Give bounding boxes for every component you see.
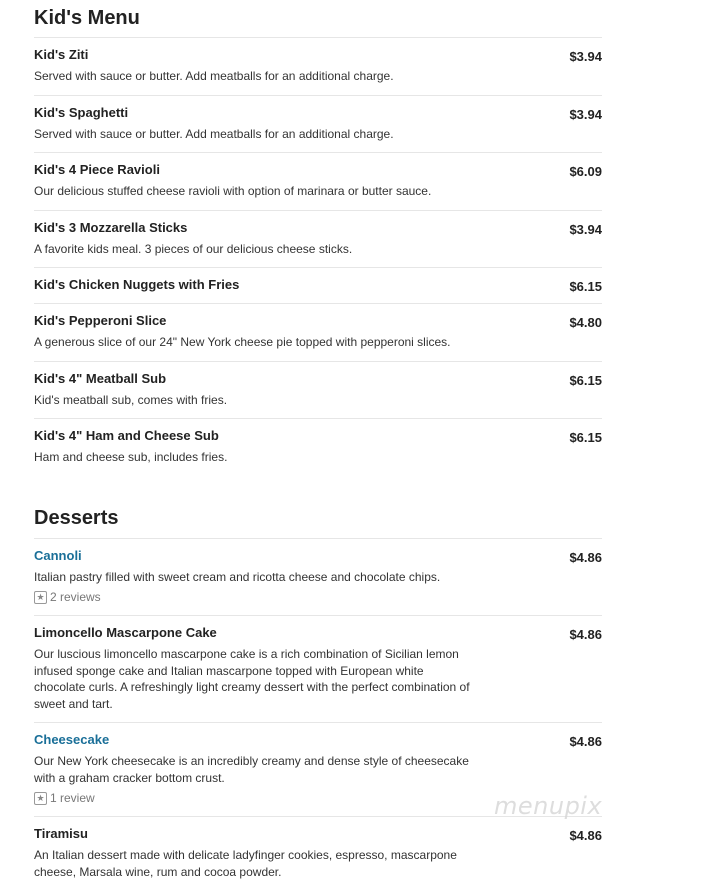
item-name: Kid's Chicken Nuggets with Fries [34,277,240,292]
menu-item-kids-mozzarella-sticks [34,211,602,269]
reviews-count: 2 reviews [50,590,101,604]
menu-item-kids-ziti [34,38,602,96]
item-name: Tiramisu [34,826,88,841]
item-price: $3.94 [569,221,602,237]
item-name: Kid's Pepperoni Slice [34,313,167,328]
item-description: Our luscious limoncello mascarpone cake is a rich combination of Sicilian lemon infused sponge cake and Italian mascarpone topped with European white chocolate curls. A refreshingly light creamy dessert with the perfect combination of sweet and tart. [34,647,470,711]
item-description: Our New York cheesecake is an incredibly creamy and dense style of cheesecake with a graham cracker bottom crust. [34,754,469,785]
menu-item-kids-pepperoni-slice [34,304,602,362]
item-description: An Italian dessert made with delicate ladyfinger cookies, espresso, mascarpone cheese, Marsala wine, rum and cocoa powder. [34,848,457,879]
menu-item-limoncello-cake [34,616,602,723]
item-price: $6.15 [569,430,602,445]
section-title-kids-menu: Kid's Menu [34,0,602,38]
item-name: Kid's Spaghetti [34,104,129,120]
item-price: $4.86 [569,828,602,843]
item-description: Kid's meatball sub, comes with fries. [34,392,228,407]
item-description: Ham and cheese sub, includes fries. [34,450,228,464]
item-price: $4.86 [569,734,602,749]
item-description: Served with sauce or butter. Add meatballs for an additional charge. [34,69,394,83]
item-price: $3.94 [569,106,602,122]
menu-item-kids-ravioli [34,153,602,211]
item-price: $6.09 [569,164,602,179]
item-description: Italian pastry filled with sweet cream and ricotta cheese and chocolate chips. [34,569,441,584]
item-name: Kid's 4 Piece Ravioli [34,162,160,177]
item-name: Kid's 4" Meatball Sub [34,370,167,386]
item-name: Kid's Ziti [34,47,89,62]
menu-item-kids-meatball-sub [34,362,602,420]
item-price: $4.86 [569,627,602,642]
item-price: $6.15 [569,372,602,388]
item-price: $3.94 [569,49,602,64]
item-price: $6.15 [569,279,602,294]
item-description: A generous slice of our 24" New York cheese pie topped with pepperoni slices. [34,335,451,349]
menu [34,0,602,890]
item-description: A favorite kids meal. 3 pieces of our delicious cheese sticks. [34,241,353,256]
item-name-link[interactable]: Cannoli [34,547,82,563]
menu-item-kids-ham-cheese-sub [34,419,602,476]
item-name: Kid's 3 Mozzarella Sticks [34,219,188,235]
review-icon: ★ [34,792,47,805]
item-name-link[interactable]: Cheesecake [34,732,110,747]
menupix-watermark: menupix [494,792,603,820]
menu-item-cannoli [34,539,602,617]
reviews-count: 1 review [50,791,95,805]
item-price: $4.80 [569,315,602,330]
review-icon: ★ [34,591,47,604]
item-name: Kid's 4" Ham and Cheese Sub [34,428,219,443]
item-description: Our delicious stuffed cheese ravioli with option of marinara or butter sauce. [34,184,432,198]
section-title-desserts: Desserts [34,498,602,539]
reviews-link[interactable] [34,589,602,605]
menu-item-kids-spaghetti [34,96,602,154]
item-name: Limoncello Mascarpone Cake [34,625,217,640]
item-description: Served with sauce or butter. Add meatballs for an additional charge. [34,126,394,141]
menu-item-tiramisu [34,817,602,890]
item-price: $4.86 [569,549,602,565]
menu-item-kids-chicken-nuggets [34,268,602,304]
